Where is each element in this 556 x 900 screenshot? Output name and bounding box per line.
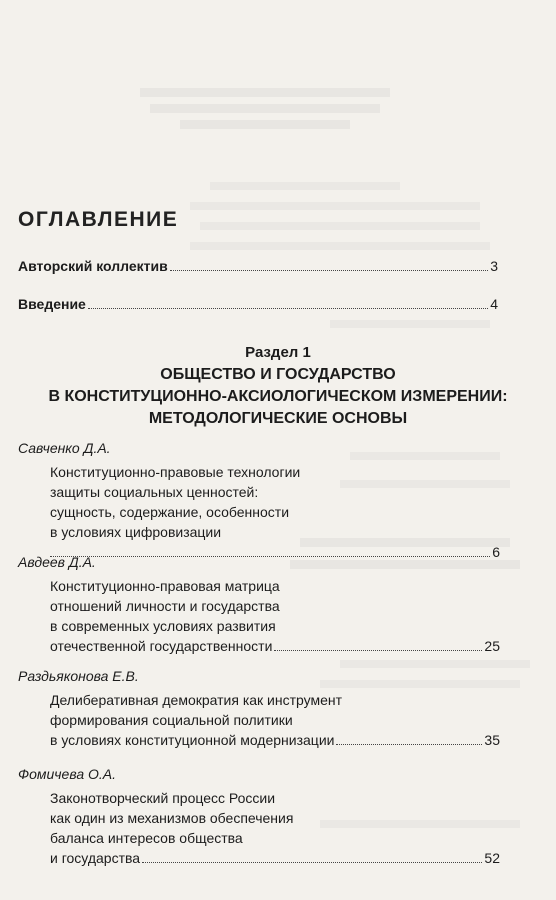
article-title-line: сущность, содержание, особенности [50, 504, 290, 520]
bleed-line [150, 104, 380, 113]
toc-entry-label: Авторский коллектив [18, 258, 168, 274]
bleed-line [340, 660, 530, 668]
toc-article-entry[interactable] [50, 690, 500, 750]
bleed-line [190, 242, 490, 250]
article-title-line: отношений личности и государства [50, 598, 280, 614]
toc-page-number: 6 [492, 544, 500, 560]
article-title-line: Законотворческий процесс России [50, 790, 276, 806]
page-title: ОГЛАВЛЕНИЕ [18, 208, 179, 231]
article-author: Авдеев Д.А. [18, 554, 96, 570]
toc-page-number: 35 [484, 732, 500, 748]
dot-leader [274, 650, 482, 651]
toc-article-entry[interactable] [50, 462, 500, 562]
bleed-line [330, 320, 490, 328]
article-title-line: в условиях конституционной модернизации [50, 732, 335, 748]
article-last-line [50, 730, 500, 750]
article-title-line: в современных условиях развития [50, 618, 276, 634]
bleed-line [320, 680, 520, 688]
bleed-line [180, 120, 350, 129]
section-title-line: В КОНСТИТУЦИОННО-АКСИОЛОГИЧЕСКОМ ИЗМЕРЕНИИ: [48, 388, 508, 405]
toc-page-number: 3 [490, 258, 498, 274]
article-title-line: Конституционно-правовая матрица [50, 578, 280, 594]
bleed-line [200, 222, 480, 230]
toc-page-number: 52 [484, 850, 500, 866]
section-title-line: ОБЩЕСТВО И ГОСУДАРСТВО [160, 366, 396, 383]
bleed-line [190, 202, 480, 210]
article-page-row [50, 542, 500, 562]
dot-leader [50, 542, 490, 557]
article-author: Савченко Д.А. [18, 440, 111, 456]
article-title-line: отечественной государственности [50, 638, 273, 654]
article-author: Фомичева О.А. [18, 766, 117, 782]
toc-entry-introduction[interactable] [18, 295, 498, 313]
article-title-line: баланса интересов общества [50, 830, 243, 846]
article-title-line: Делиберативная демократия как инструмент [50, 692, 343, 708]
bleed-line [350, 452, 500, 460]
toc-page-number: 25 [484, 638, 500, 654]
section-title-line: МЕТОДОЛОГИЧЕСКИЕ ОСНОВЫ [148, 410, 408, 427]
toc-article-entry[interactable] [50, 576, 500, 656]
dot-leader [142, 862, 482, 863]
article-last-line [50, 636, 500, 656]
dot-leader [170, 270, 489, 271]
article-title-line: в условиях цифровизации [50, 524, 222, 540]
toc-entry-label: Введение [18, 296, 86, 312]
article-last-line [50, 848, 500, 868]
section-number: Раздел 1 [245, 344, 311, 361]
article-title-line: защиты социальных ценностей: [50, 484, 259, 500]
article-title-line: и государства [50, 850, 141, 866]
bleed-line [210, 182, 400, 190]
article-title-line: формирования социальной политики [50, 712, 293, 728]
toc-article-entry[interactable] [50, 788, 500, 868]
dot-leader [336, 744, 482, 745]
article-author: Раздьяконова Е.В. [18, 668, 139, 684]
toc-page-number: 4 [490, 296, 498, 312]
section-heading [0, 342, 556, 430]
toc-entry-authors[interactable] [18, 257, 498, 275]
article-title-line: как один из механизмов обеспечения [50, 810, 294, 826]
dot-leader [88, 308, 488, 309]
bleed-line [140, 88, 390, 97]
article-title-line: Конституционно-правовые технологии [50, 464, 301, 480]
